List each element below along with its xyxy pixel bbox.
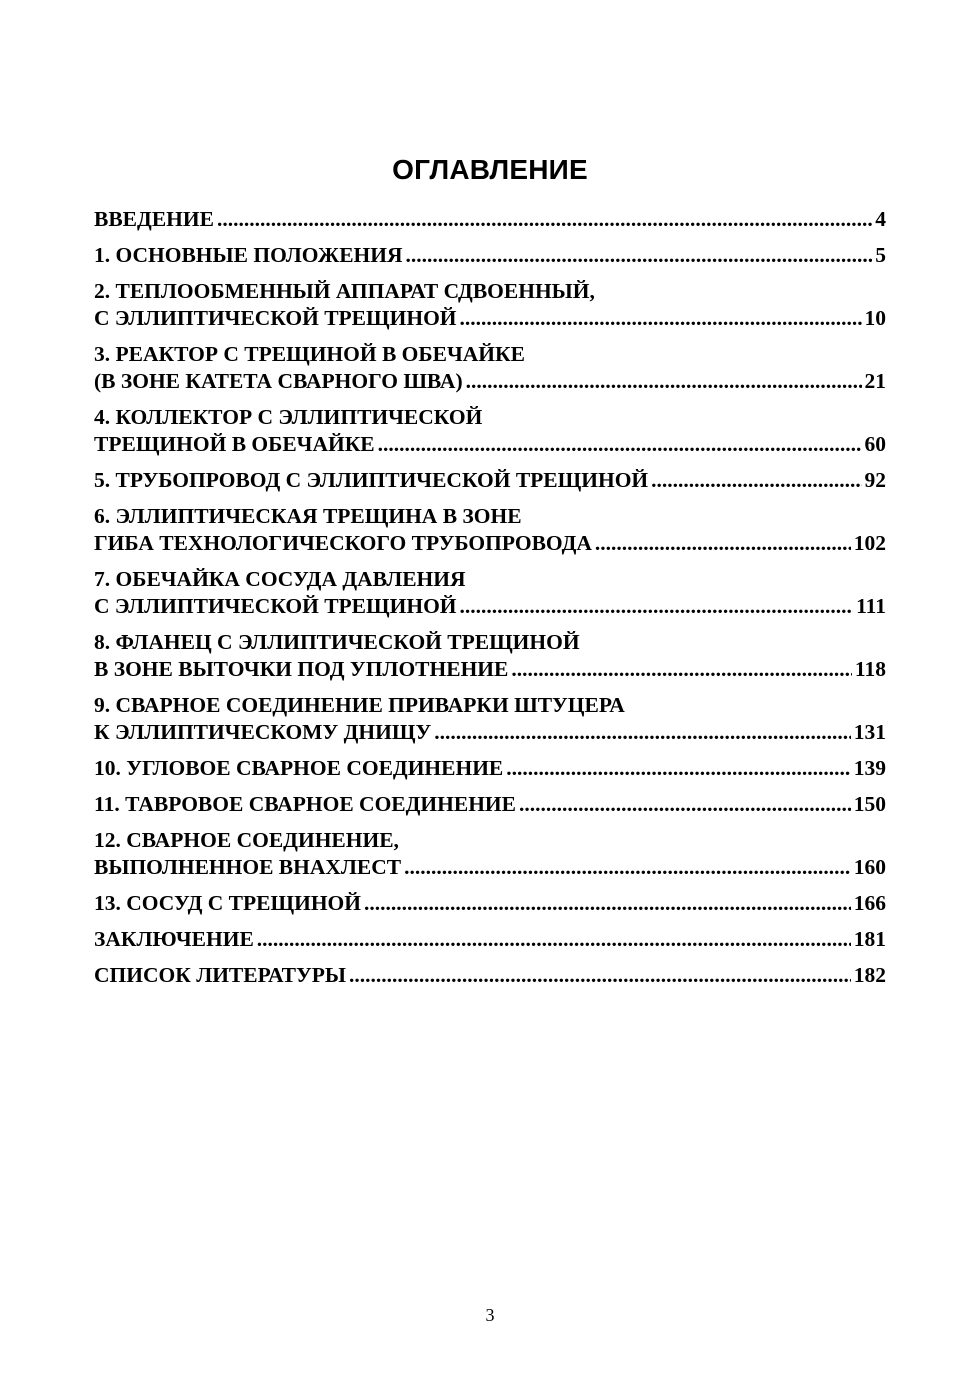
toc-entry: [94, 566, 886, 620]
toc-entry-line: [94, 890, 886, 917]
toc-entry-title: С ЭЛЛИПТИЧЕСКОЙ ТРЕЩИНОЙ: [94, 306, 457, 330]
toc-entry-page-number: 181: [853, 927, 886, 951]
toc-entry-title-line1: 8. ФЛАНЕЦ С ЭЛЛИПТИЧЕСКОЙ ТРЕЩИНОЙ: [94, 630, 580, 654]
toc-dot-leader: [378, 431, 862, 458]
toc-entry-line: [94, 242, 886, 269]
toc-entry-line: [94, 530, 886, 557]
toc-entry-page-number: 60: [864, 432, 886, 456]
toc-entry-title: С ЭЛЛИПТИЧЕСКОЙ ТРЕЩИНОЙ: [94, 594, 457, 618]
toc-entry-title: К ЭЛЛИПТИЧЕСКОМУ ДНИЩУ: [94, 720, 432, 744]
toc-entry-page-number: 160: [853, 855, 886, 879]
toc-entry-line: [94, 962, 886, 989]
toc-entry: [94, 827, 886, 881]
toc-entry-line: [94, 206, 886, 233]
toc-entry: [94, 755, 886, 782]
toc-dot-leader: [434, 719, 851, 746]
toc-entry-page-number: 182: [853, 963, 886, 987]
toc-entry-title-line1: 2. ТЕПЛООБМЕННЫЙ АППАРАТ СДВОЕННЫЙ,: [94, 279, 595, 303]
toc-heading: ОГЛАВЛЕНИЕ: [392, 154, 588, 185]
toc-dot-leader: [404, 854, 851, 881]
toc-entry-page-number: 150: [853, 792, 886, 816]
toc-entry-title-line1: 12. СВАРНОЕ СОЕДИНЕНИЕ,: [94, 828, 399, 852]
toc-dot-leader: [349, 962, 851, 989]
toc-entry-page-number: 92: [864, 468, 886, 492]
toc-entry-line: [94, 305, 886, 332]
toc-entry-title: ГИБА ТЕХНОЛОГИЧЕСКОГО ТРУБОПРОВОДА: [94, 531, 592, 555]
toc-entry-page-number: 118: [854, 657, 886, 681]
toc-dot-leader: [511, 656, 852, 683]
toc-entry-title: ВЫПОЛНЕННОЕ ВНАХЛЕСТ: [94, 855, 402, 879]
toc-entry: [94, 926, 886, 953]
toc-entry-line: [94, 656, 886, 683]
toc-dot-leader: [506, 755, 850, 782]
toc-dot-leader: [460, 305, 862, 332]
toc-entry-title-line1: 7. ОБЕЧАЙКА СОСУДА ДАВЛЕНИЯ: [94, 567, 466, 591]
toc-entry-line: [94, 755, 886, 782]
toc-entry-line: [94, 467, 886, 494]
toc-entry-page-number: 4: [875, 207, 886, 231]
toc-entry: [94, 206, 886, 233]
toc-entry-title: ВВЕДЕНИЕ: [94, 207, 214, 231]
toc-entry: [94, 962, 886, 989]
toc-entry-page-number: 21: [864, 369, 886, 393]
toc-entry-title: СПИСОК ЛИТЕРАТУРЫ: [94, 963, 346, 987]
toc-entry: [94, 503, 886, 557]
toc-dot-leader: [595, 530, 851, 557]
toc-dot-leader: [406, 242, 873, 269]
toc-entry-line: [94, 368, 886, 395]
toc-entry-title-line1: 4. КОЛЛЕКТОР С ЭЛЛИПТИЧЕСКОЙ: [94, 405, 483, 429]
page-number: 3: [485, 1305, 495, 1325]
toc-entry-title-line1: 9. СВАРНОЕ СОЕДИНЕНИЕ ПРИВАРКИ ШТУЦЕРА: [94, 693, 625, 717]
toc-entry-title: 11. ТАВРОВОЕ СВАРНОЕ СОЕДИНЕНИЕ: [94, 792, 517, 816]
toc-entry: [94, 890, 886, 917]
toc-entry-title: 5. ТРУБОПРОВОД С ЭЛЛИПТИЧЕСКОЙ ТРЕЩИНОЙ: [94, 468, 649, 492]
toc-entry-title: 1. ОСНОВНЫЕ ПОЛОЖЕНИЯ: [94, 243, 403, 267]
toc-entry-line: [94, 791, 886, 818]
toc-entry-page-number: 10: [864, 306, 886, 330]
toc-entry: [94, 278, 886, 332]
toc-entry-page-number: 5: [875, 243, 886, 267]
toc-entry-title: ЗАКЛЮЧЕНИЕ: [94, 927, 254, 951]
toc-dot-leader: [364, 890, 851, 917]
toc-dot-leader: [217, 206, 872, 233]
toc-dot-leader: [466, 368, 862, 395]
toc-entry-line: [94, 854, 886, 881]
toc-entry: [94, 467, 886, 494]
toc-entry-title-line1: 6. ЭЛЛИПТИЧЕСКАЯ ТРЕЩИНА В ЗОНЕ: [94, 504, 522, 528]
toc-dot-leader: [519, 791, 851, 818]
toc-entry-line: [94, 926, 886, 953]
toc-entry-page-number: 111: [856, 594, 886, 618]
toc-entry-page-number: 102: [853, 531, 886, 555]
toc-dot-leader: [460, 593, 854, 620]
toc-entry-page-number: 166: [853, 891, 886, 915]
toc-entry: [94, 341, 886, 395]
toc-entry-title: 13. СОСУД С ТРЕЩИНОЙ: [94, 891, 361, 915]
toc-entry-line: [94, 593, 886, 620]
toc-entry: [94, 242, 886, 269]
toc-dot-leader: [651, 467, 861, 494]
toc-entry: [94, 692, 886, 746]
toc-entry: [94, 404, 886, 458]
toc-entry-line: [94, 431, 886, 458]
toc-entry-line: [94, 719, 886, 746]
toc-entry-title: 10. УГЛОВОЕ СВАРНОЕ СОЕДИНЕНИЕ: [94, 756, 504, 780]
toc-entry-page-number: 139: [853, 756, 886, 780]
toc-entry: [94, 791, 886, 818]
toc-dot-leader: [257, 926, 851, 953]
toc-entry-title-line1: 3. РЕАКТОР С ТРЕЩИНОЙ В ОБЕЧАЙКЕ: [94, 342, 525, 366]
toc-entry: [94, 629, 886, 683]
toc-entry-page-number: 131: [853, 720, 886, 744]
toc-entry-title: ТРЕЩИНОЙ В ОБЕЧАЙКЕ: [94, 432, 375, 456]
toc-entry-title: (В ЗОНЕ КАТЕТА СВАРНОГО ШВА): [94, 369, 463, 393]
toc-entry-title: В ЗОНЕ ВЫТОЧКИ ПОД УПЛОТНЕНИЕ: [94, 657, 509, 681]
table-of-contents: [94, 206, 886, 998]
